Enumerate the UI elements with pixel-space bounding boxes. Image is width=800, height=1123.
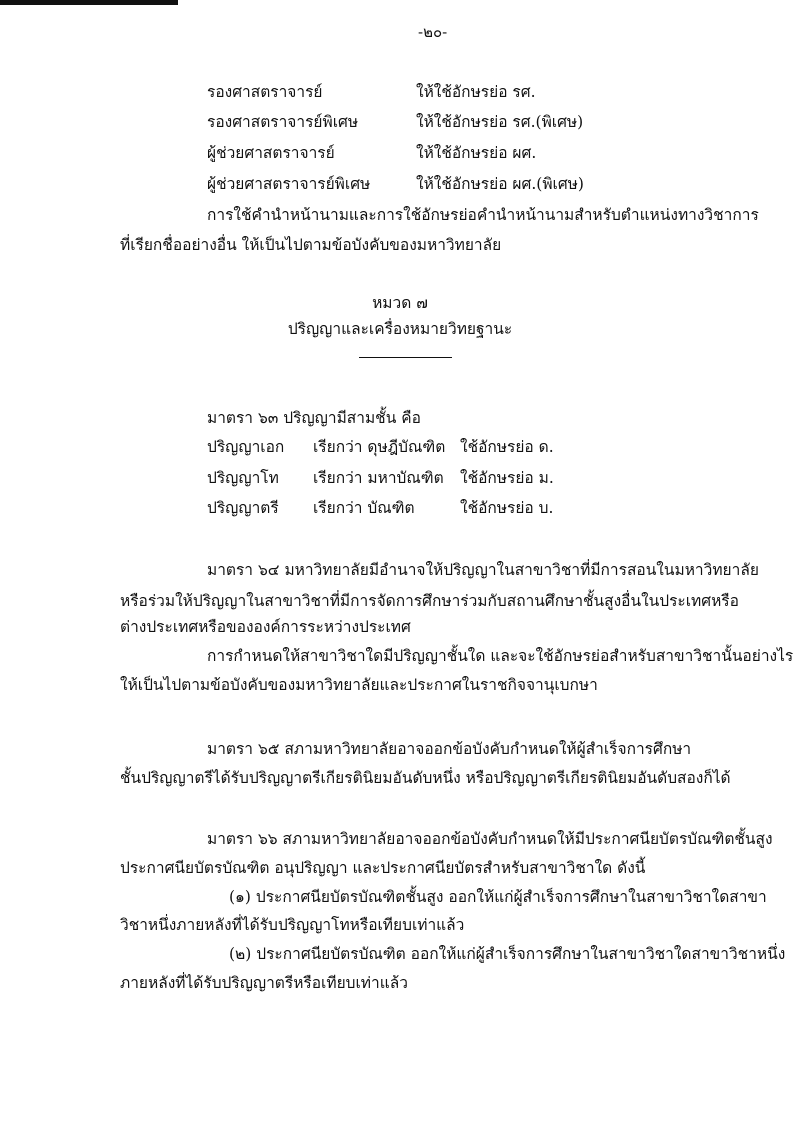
section-65-line: มาตรา ๖๕ สภามหาวิทยาลัยอาจออกข้อบังคับกำหนดให้ผู้สำเร็จการศึกษา [207,740,692,758]
page-number: -๒๐- [418,23,448,41]
degree-called: เรียกว่า ดุษฎีบัณฑิต [313,438,446,456]
section-66-line: วิชาหนึ่งภายหลังที่ได้รับปริญญาโทหรือเทียบเท่าแล้ว [120,916,465,934]
degree-called: เรียกว่า บัณฑิต [313,499,415,517]
section-66-line: ภายหลังที่ได้รับปริญญาตรีหรือเทียบเท่าแล้ว [120,974,408,992]
rank-abbr: ให้ใช้อักษรย่อ รศ. [416,83,536,101]
rank-title: รองศาสตราจารย์พิเศษ [207,113,359,131]
rank-note-line: ที่เรียกชื่ออย่างอื่น ให้เป็นไปตามข้อบังคับของมหาวิทยาลัย [120,236,502,254]
rank-title: ผู้ช่วยศาสตราจารย์ [207,144,335,162]
rank-note-line: การใช้คำนำหน้านามและการใช้อักษรย่อคำนำหน้านามสำหรับตำแหน่งทางวิชาการ [207,206,759,224]
rank-abbr: ให้ใช้อักษรย่อ รศ.(พิเศษ) [416,113,584,131]
section-66-item: (๒) ประกาศนียบัตรบัณฑิต ออกให้แก่ผู้สำเร็จการศึกษาในสาขาวิชาใดสาขาวิชาหนึ่ง [229,945,786,963]
section-64-line: ให้เป็นไปตามข้อบังคับของมหาวิทยาลัยและประกาศในราชกิจจานุเบกษา [120,676,598,694]
degree-abbr: ใช้อักษรย่อ ม. [460,469,554,487]
section-64-line: หรือร่วมให้ปริญญาในสาขาวิชาที่มีการจัดการศึกษาร่วมกับสถานศึกษาชั้นสูงอื่นในประเทศหรือ [120,592,739,610]
section-64-line: การกำหนดให้สาขาวิชาใดมีปริญญาชั้นใด และจะใช้อักษรย่อสำหรับสาขาวิชานั้นอย่างไร [207,647,794,665]
section-63-heading: มาตรา ๖๓ ปริญญามีสามชั้น คือ [207,409,421,427]
chapter-number: หมวด ๗ [372,294,428,312]
rank-title: ผู้ช่วยศาสตราจารย์พิเศษ [207,175,371,193]
section-66-item: (๑) ประกาศนียบัตรบัณฑิตชั้นสูง ออกให้แก่ผู้สำเร็จการศึกษาในสาขาวิชาใดสาขา [229,888,767,906]
degree-name: ปริญญาเอก [207,438,285,456]
rank-abbr: ให้ใช้อักษรย่อ ผศ. [416,144,537,162]
chapter-divider [359,357,452,358]
section-66-line: ประกาศนียบัตรบัณฑิต อนุปริญญา และประกาศนียบัตรสำหรับสาขาวิชาใด ดังนี้ [120,859,646,877]
degree-called: เรียกว่า มหาบัณฑิต [313,469,444,487]
degree-name: ปริญญาตรี [207,499,279,517]
section-64-line: มาตรา ๖๔ มหาวิทยาลัยมีอำนาจให้ปริญญาในสาขาวิชาที่มีการสอนในมหาวิทยาลัย [207,561,759,579]
section-66-line: มาตรา ๖๖ สภามหาวิทยาลัยอาจออกข้อบังคับกำหนดให้มีประกาศนียบัตรบัณฑิตชั้นสูง [207,830,773,848]
rank-abbr: ให้ใช้อักษรย่อ ผศ.(พิเศษ) [416,175,584,193]
chapter-title: ปริญญาและเครื่องหมายวิทยฐานะ [287,320,513,338]
section-64-line: ต่างประเทศหรือขององค์การระหว่างประเทศ [120,618,411,636]
degree-name: ปริญญาโท [207,469,279,487]
degree-abbr: ใช้อักษรย่อ ด. [460,438,554,456]
rank-title: รองศาสตราจารย์ [207,83,323,101]
section-65-line: ชั้นปริญญาตรีได้รับปริญญาตรีเกียรตินิยมอันดับหนึ่ง หรือปริญญาตรีเกียรตินิยมอันดับสองก็ได้ [120,769,731,787]
scan-edge-mark [0,0,178,5]
degree-abbr: ใช้อักษรย่อ บ. [460,499,554,517]
